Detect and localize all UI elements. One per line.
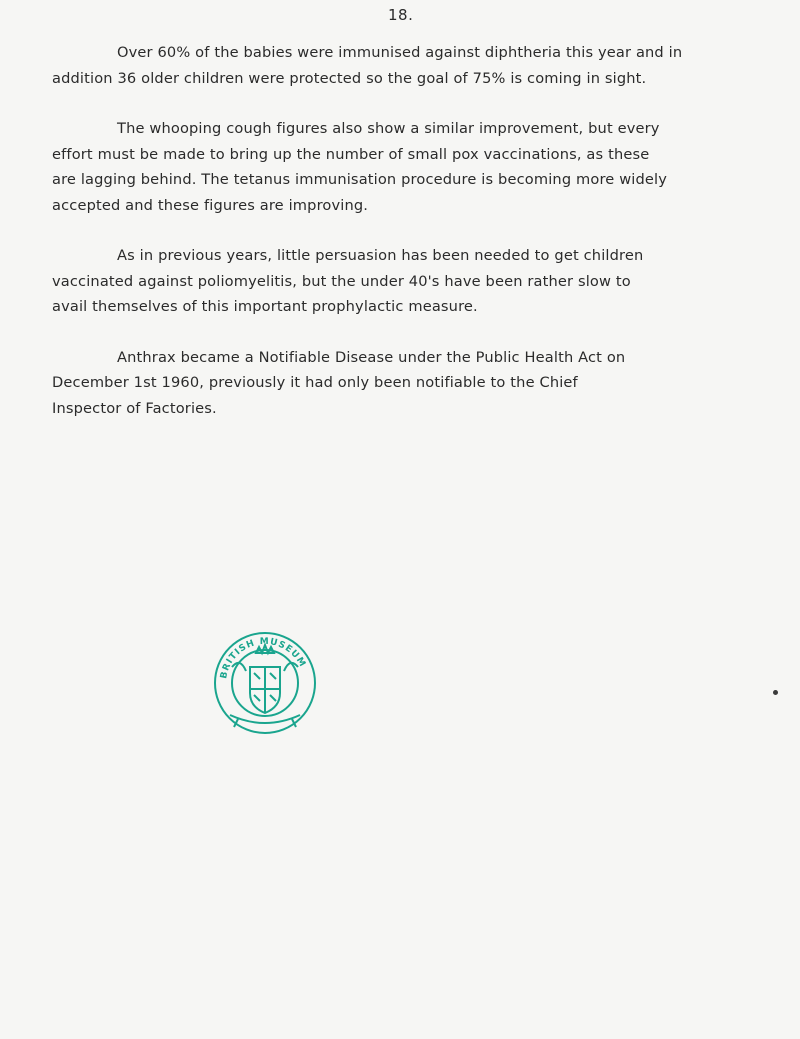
paragraph-whooping-cough: The whooping cough figures also show a similar improvement, but every effort must be made to bring up the number of small pox vaccinations, as these are lagging behind. The tetanus immunisation procedure is becoming more widely accepted and these figures are improving. [52, 120, 668, 214]
page-number: 18. [388, 6, 414, 24]
paragraph-diphtheria: Over 60% of the babies were immunised against diphtheria this year and in addition 36 older children were protected so the goal of 75% is coming in sight. [52, 44, 683, 87]
library-crest-stamp-icon [212, 627, 318, 739]
stamp-text: BRITISH MUSEUM [219, 636, 308, 680]
document-body [52, 40, 772, 446]
paragraph-poliomyelitis: As in previous years, little persuasion has been needed to get children vaccinated against poliomyelitis, but the under 40's have been rather slow to avail themselves of this important prophylactic measure. [52, 247, 644, 315]
paragraph-anthrax: Anthrax became a Notifiable Disease under the Public Health Act on December 1st 1960, previously it had only been notifiable to the Chief Inspector of Factories. [52, 348, 626, 417]
stray-ink-mark [773, 690, 778, 695]
